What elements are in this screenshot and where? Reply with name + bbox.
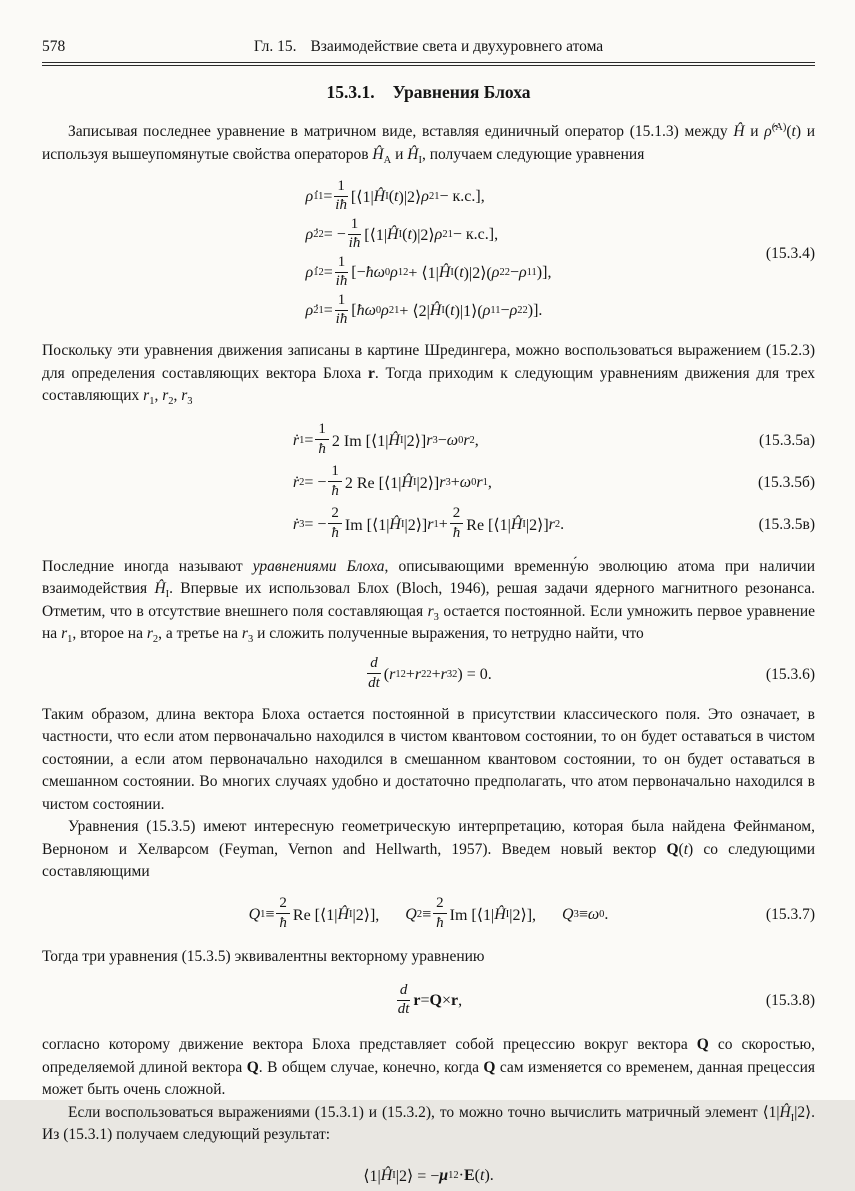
- paragraph-length-constant: Таким образом, длина вектора Блоха остается постоянной в присутствии классического поля. Это означает, в частности, что если атом первоначально находился в чистом квантовом состоянии, то он будет оставаться в чистом состоянии, а если атом первоначально находился в смешанном квантовом состоянии, то он будет оставаться в смешанном состоянии. Во многих случаях удобно и достаточно предполагать, что атом первоначально находился в чистом состоянии.: [42, 705, 815, 813]
- paragraph-intro: Записывая последнее уравнение в матричном виде, вставляя единичный оператор (15.1.3) между Ĥ и ρ̂$^{(A)}$(t) и используя вышеупомянутые свойства операторов $Ĥ_A$ и $Ĥ_I$, получаем следующие уравнения: [42, 121, 816, 166]
- paragraph-geometric-interpretation: Уравнения (15.3.5) имеют интересную геометрическую интерпретацию, которая была найдена Фейнманом, Верноном и Хелварсом (Feyman, Vernon and Hellwarth, 1957). Введем новый вектор Q(t) со следующими составляющими: [42, 818, 815, 880]
- paragraph-bloch-equations: Последние иногда называют уравнениями Блоха, описывающими временну́ю эволюцию атома при наличии взаимодействия $Ĥ_I$. Впервые их использовал Блох (Bloch, 1946), решая задачи ядерного магнитного резонанса. Отметим, что в отсутствие внешнего поля составляющая $r_3$ остается постоянной. Если умножить первое уравнение на $r_1$, второе на $r_2$, а третье на $r_3$ и сложить полученные выражения, то нетрудно найти, что: [42, 557, 815, 646]
- equation-line: ṙ 1 = $\frac{1}{ħ}$ 2 Im [⟨1| Ĥ I |2⟩] r 3 − ω 0 r 2 ,: [292, 421, 479, 457]
- page-number: 578: [42, 38, 66, 55]
- equation-lines: [293, 420, 564, 546]
- equation-number: (15.3.5в): [758, 515, 815, 533]
- chapter-title: Взаимодействие света и двухуровнего атома: [310, 38, 604, 55]
- equation-line: ⟨1| Ĥ I |2⟩ = − μ 12 · E ( t ).: [363, 1166, 494, 1185]
- equation-line: ρ̇ 12 = $\frac{1}{iħ}$ [− ħω 0 ρ 12 + ⟨1| Ĥ I ( t )|2⟩( ρ 22 − ρ 11 )],: [305, 253, 552, 289]
- equation-number: (15.3.4): [765, 245, 815, 262]
- equation-line: $\frac{d}{dt}$ ( r 1 2 + r 2 2 + r 3 2 ) = 0.: [368, 655, 492, 691]
- paragraph-matrix-element: Если воспользоваться выражениями (15.3.1) и (15.3.2), то можно точно вычислить матричный элемент $⟨1|Ĥ_I|2⟩$. Из (15.3.1) получаем следующий результат:: [42, 1103, 815, 1143]
- equation-line: ρ̇ 22 = − $\frac{1}{iħ}$ [⟨1| Ĥ I ( t )|2⟩ ρ 21 − к.с.],: [305, 215, 499, 251]
- equation-block-15-3-8: [42, 980, 815, 1022]
- equation-line: ρ̇ 11 = $\frac{1}{iħ}$ [⟨1| Ĥ I ( t )|2⟩ ρ 21 − к.с.],: [305, 177, 485, 213]
- equation-block-dipole: [42, 1161, 815, 1191]
- paragraph-vector-equation-intro: Тогда три уравнения (15.3.5) эквивалентны векторному уравнению: [42, 947, 485, 965]
- chapter-label: Гл. 15.: [253, 38, 297, 55]
- equation-block-15-3-7: [42, 894, 815, 936]
- equation-number: (15.3.5а): [759, 431, 815, 449]
- equation-block-15-3-6: [42, 654, 815, 696]
- equation-lines: [306, 178, 552, 330]
- chapter-header: [42, 38, 815, 56]
- equation-line: Q 1 ≡ $\frac{2}{ħ}$ Re [⟨1| Ĥ I |2⟩], Q 2 ≡ $\frac{2}{ħ}$ Im [⟨1| Ĥ I |2⟩], Q 3 ≡ ω 0 .: [248, 895, 609, 931]
- equation-block-15-3-5: [42, 420, 815, 546]
- section-number: 15.3.1.: [326, 82, 375, 102]
- paragraph-precession: согласно которому движение вектора Блоха представляет собой прецессию вокруг вектора Q со скоростью, определяемой длиной вектора Q. В общем случае, конечно, когда Q сам изменяется со временем, данная прецессия может быть очень сложной.: [42, 1036, 815, 1098]
- paragraph-bloch-vector: Поскольку эти уравнения движения записаны в картине Шредингера, можно воспользоваться выражением (15.2.3) для определения составляющих вектора Блоха r. Тогда приходим к следующим уравнениям движения для трех составляющих $r_1$, $r_2$, $r_3$: [42, 342, 815, 408]
- header-rule: [42, 62, 815, 66]
- section-heading: [42, 82, 815, 103]
- equation-line: $\frac{d}{dt}$ r = Q × r ,: [397, 981, 463, 1017]
- equation-number: (15.3.8): [765, 992, 815, 1009]
- section-title: Уравнения Блоха: [392, 82, 531, 102]
- equation-number: (15.3.6): [765, 665, 815, 683]
- equation-number: (15.3.5б): [758, 473, 815, 491]
- equation-line: ṙ 3 = − $\frac{2}{ħ}$ Im [⟨1| Ĥ I |2⟩] r 1 + $\frac{2}{ħ}$ Re [⟨1| Ĥ I |2⟩] r 2 .: [292, 505, 565, 541]
- equation-line: ṙ 2 = − $\frac{1}{ħ}$ 2 Re [⟨1| Ĥ I |2⟩] r 3 + ω 0 r 1 ,: [292, 463, 492, 499]
- equation-line: ρ̇ 21 = $\frac{1}{iħ}$ [ ħω 0 ρ 21 + ⟨2| Ĥ I ( t )|1⟩( ρ 11 − ρ 22 )].: [305, 291, 543, 327]
- equation-number: (15.3.7): [765, 905, 815, 923]
- running-head: [42, 38, 815, 62]
- equation-block-15-3-4: [42, 178, 815, 330]
